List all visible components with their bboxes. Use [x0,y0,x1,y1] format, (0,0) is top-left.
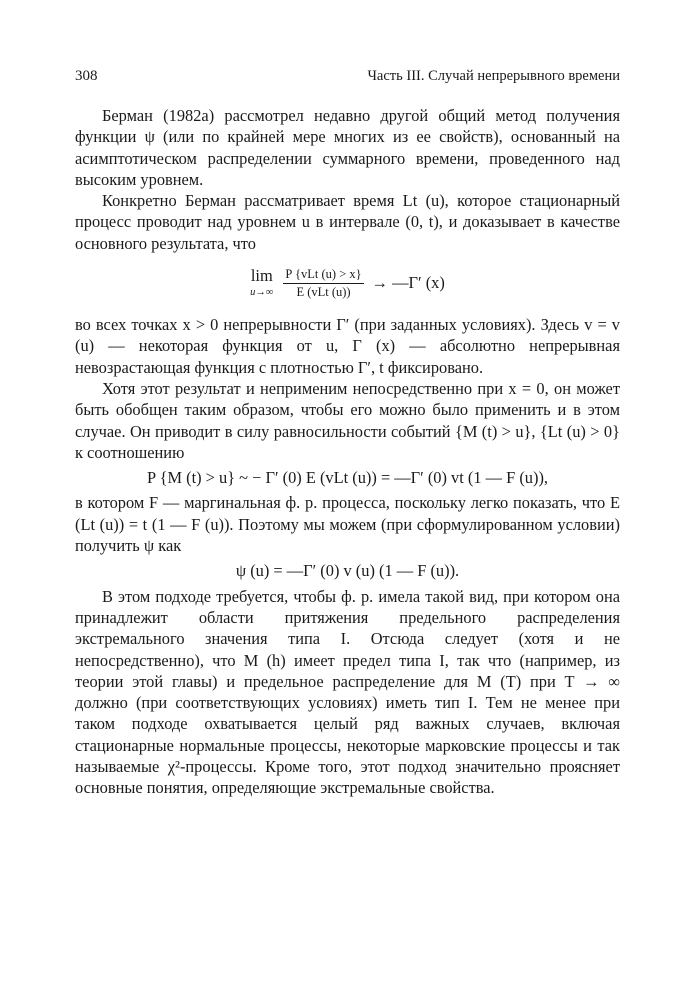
page-header [75,68,620,90]
fraction-denominator: E (vLt (u)) [296,284,351,299]
page-number: 308 [75,68,98,84]
paragraph-approach-conditions: В этом подходе требуется, чтобы ф. р. имела такой вид, при котором она принадлежит области притяжения предельного распределения экстремального значения типа I. Отсюда следует (хотя и не непосредственно), что M (h) имеет предел типа I, так что (например, из теории этой главы) и предельное распределение для M (T) при T → ∞ должно (при соответствующих условиях) иметь тип I. Тем не менее при таком подходе охватывается целый ряд важных случаев, включая стационарные нормальные процессы, некоторые марковские процессы и так называемые χ²-процессы. Кроме того, этот подход значительно проясняет основные понятия, определяющие экстремальные свойства. [75,586,620,798]
running-head: Часть III. Случай непрерывного времени [367,68,620,84]
paragraph-continuity-points: во всех точках x > 0 непрерывности Γ′ (при заданных условиях). Здесь v = v (u) — некоторая функция от u, Γ (x) — абсолютно непрерывная невозрастающая функция с плотностью Γ′, t фиксировано. [75,315,620,377]
limit-word: lim [250,266,273,286]
limit-subscript: u→∞ [250,286,274,298]
limit-fraction [283,267,363,300]
formula-psi: ψ (u) = —Γ′ (0) v (u) (1 — F (u)). [235,561,460,581]
limit-right-side: → —Γ′ (x) [371,273,445,293]
page-body [75,105,620,799]
formula-limit [75,256,620,310]
paragraph-berman-time: Конкретно Берман рассматривает время Lt (u), которое стационарный процесс проводит над уровнем u в интервале (0, t), и доказывает в качестве основного результата, что [75,191,620,253]
limit-operator [250,268,273,298]
fraction-numerator: P {vLt (u) > x} [283,267,363,284]
formula-relation: P {M (t) > u} ~ − Γ′ (0) E (vLt (u)) = —Γ′ (0) vt (1 — F (u)), [146,468,549,488]
paragraph-marginal-df: в котором F — маргинальная ф. р. процесса, поскольку легко показать, что E (Lt (u)) = t (1 — F (u)). Поэтому мы можем (при сформулированном условии) получить ψ как [75,493,620,556]
paragraph-generalization: Хотя этот результат и неприменим непосредственно при x = 0, он может быть обобщен таким образом, чтобы его можно было применить и в этом случае. Он приводит в силу равносильности событий {M (t) > u}, {Lt (u) > 0} к соотношению [75,378,620,462]
paragraph-berman-method: Берман (1982а) рассмотрел недавно другой общий метод получения функции ψ (или по крайней мере многих из ее свойств), основанный на асимптотическом распределении суммарного времени, проведенного над высоким уровнем. [75,106,620,189]
